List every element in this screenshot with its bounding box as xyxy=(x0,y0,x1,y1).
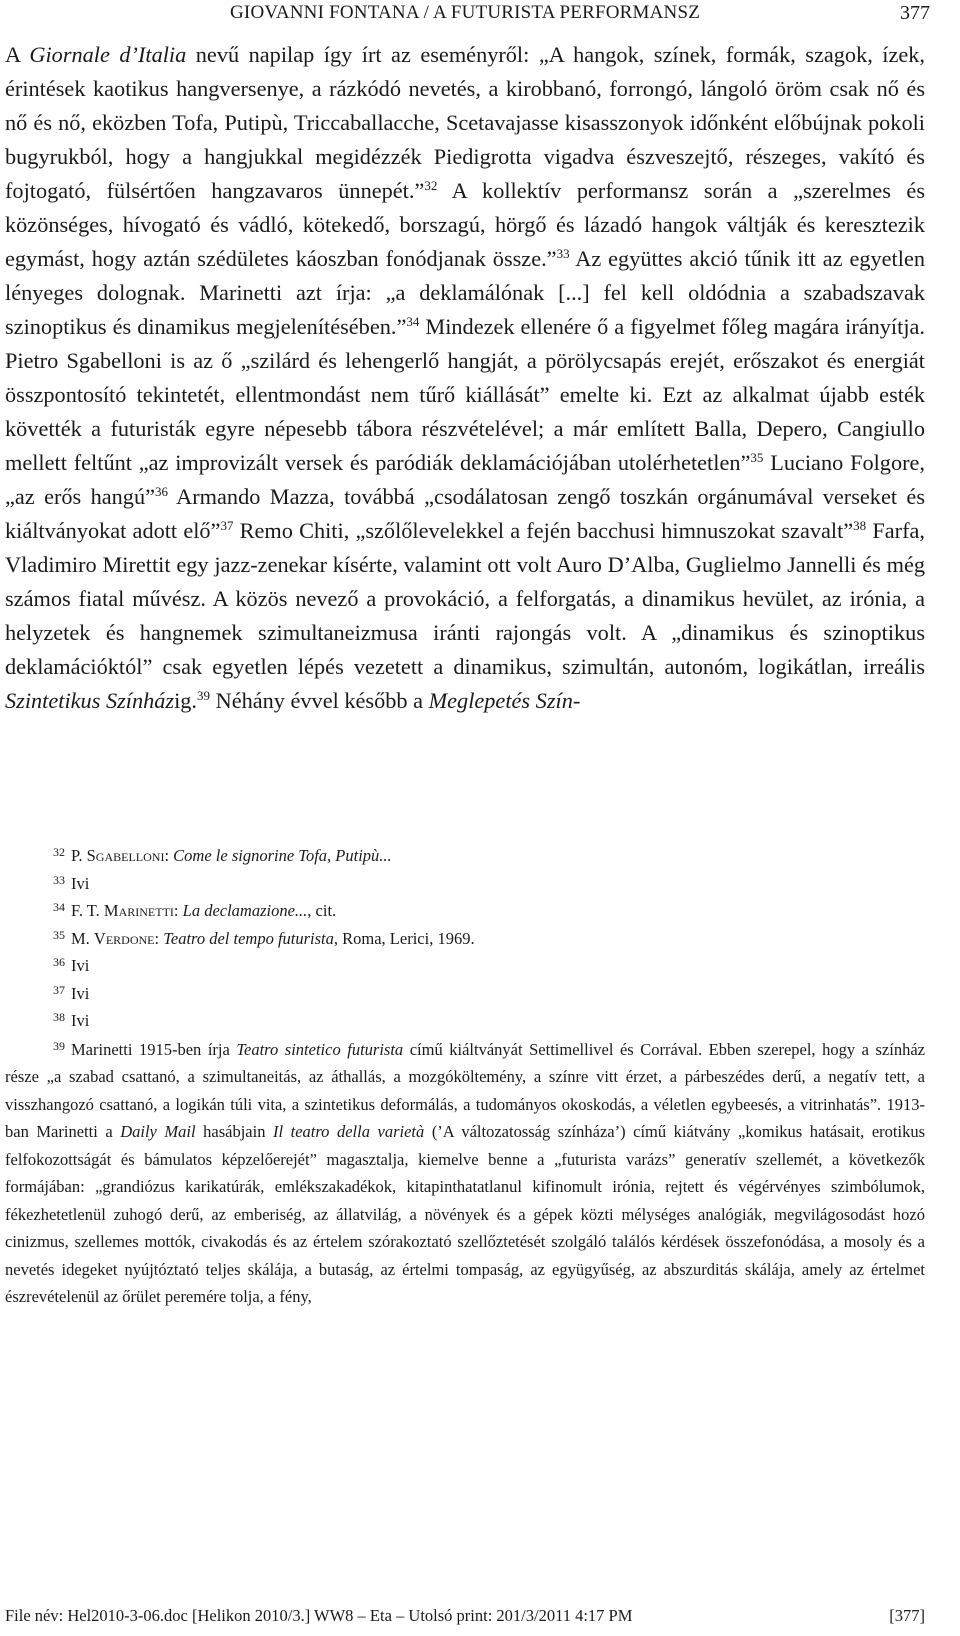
footnote-ref-37: 37 xyxy=(220,518,234,533)
work-title-italic: Szintetikus Színház xyxy=(5,688,175,713)
footer-file-info: File név: Hel2010-3-06.doc [Helikon 2010/3.] WW8 – Eta – Utolsó print: 201/3/2011 4:17 PM xyxy=(5,1606,633,1625)
footnote-34: $^{34}$ F. T. Marinetti: La declamazione..., cit. xyxy=(53,900,337,920)
footnote-39: $^{39}$ Marinetti 1915-ben írja Teatro sintetico futurista című kiáltványát Settimellivel és Corrával. Ebben szerepel, hogy a színház része „a szabad csattanó, a szimultaneitás, az áthallás, a mozgóköltemény, a színre vitt érzet, a párbeszédes derű, a negatív tett, a visszhangozó csattanó, a logikán túli vita, a szintetikus deformálás, a tudományos okoskodás, a véletlen egybeesés, a vitrinhatás”. 1913-ban Marinetti a Daily Mail hasábjain Il teatro della varietà (’A változatosság színháza’) című kiátvány „komikus hatásait, erotikus felfokozottságát és bámulatos képzelőerejét” magasztalja, kiemelve benne a „futurista varázs” generatív szellemét, a következők formájában: „grandiózus karikatúrák, emlékszakadékok, kitapinthatatlanul kifinomult irónia, rejtett és végérvényes szimbólumok, fékezhetetlenül zuhogó derű, az emberiség, az állatvilág, a növények és a gépek közti mélységes analógiák, megvilágosodást hozó cinizmus, szellemes mottók, civakodás és az értelem szórakoztató szellőztetését szolgáló találós kérdések összefonódása, a mosoly és a nevetés idegeket nyújtóztató teljes skálája, a butaság, az értelmi tompaság, az együgyűség, az abszurditás skálája, amely az értelmet észrevételenül az őrület peremére tolja, a fény, xyxy=(5,1038,925,1306)
page-footer xyxy=(5,1606,925,1630)
footnote-36: $^{36}$ Ivi xyxy=(53,955,90,975)
footnote-35: $^{35}$ M. Verdone: Teatro del tempo futurista, Roma, Lerici, 1969. xyxy=(53,927,475,948)
footnote-ref-32: 32 xyxy=(424,178,438,193)
main-paragraph: A Giornale d’Italia nevű napilap így írt az eseményről: „A hangok, színek, formák, szagok, ízek, érintések kaotikus hangversenye, a rázkódó nevetés, a kirobbanó, forrongó, lángoló öröm csak nő és nő és nő, eközben Tofa, Putipù, Triccaballacche, Scetavajasse kisasszonyok időnként előbújnak pokoli bugyrukból, hogy a hangjukkal megidézzék Piedigrotta vigadva észveszejtő, részeges, vakító és fojtogató, fülsértően hangzavaros ünnepét.”$^{32}$ A kollektív performansz során a „szerelmes és közönséges, hívogató és vádló, kötekedő, borszagú, hörgő és lázadó hangok váltják és keresztezik egymást, hogy aztán szédületes káoszban fonódjanak össze.”$^{33}$ Az együttes akció tűnik itt az egyetlen lényeges dolognak. Marinetti azt írja: „a deklamálónak [...] fel kell oldódnia a szabadszavak szinoptikus és dinamikus megjelenítésében.”$^{34}$ Mindezek ellenére ő a figyelmet főleg magára irányítja. Pietro Sgabelloni is az ő „szilárd és lehengerlő hangját, a pörölycsapás erejét, erőszakot és energiát összpontosító tekintetét, ellentmondást nem tűrő kiállását” emelte ki. Ezt az alkalmat újabb esték követték a futuristák egyre népesebb tábora részvételével; a már említett Balla, Depero, Cangiullo mellett feltűnt „az improvizált versek és paródiák deklamációjában utolérhetetlen”$^{35}$ Luciano Folgore, „az erős hangú”$^{36}$ Armando Mazza, továbbá „csodálatosan zengő toszkán orgánumával verseket és kiáltványokat adott elő”$^{37}$ Remo Chiti, „szőlőlevelekkel a fején bacchusi himnuszokat szavalt”$^{38}$ Farfa, Vladimiro Mirettit egy jazz-zenekar kísérte, valamint ott volt Auro D’Alba, Guglielmo Jannelli és még számos fiatal művész. A közös nevező a provokáció, a felforgatás, a dinamikus hevület, az irónia, a helyzetek és hangnemek szimultaneizmusa iránti rajongás volt. A „dinamikus és szinoptikus deklamációktól” csak egyetlen lépés vezetett a dinamikus, szimultán, autonóm, logikátlan, irreális Szintetikus Színházig.$^{39}$ Néhány évvel később a Meglepetés Szín- xyxy=(5,42,926,713)
footnote-ref-39: 39 xyxy=(197,688,211,703)
footer-page-number: [377] xyxy=(889,1606,925,1625)
main-text xyxy=(5,38,925,718)
footnote-ref-36: 36 xyxy=(155,484,168,499)
footnote-ref-35: 35 xyxy=(750,450,764,465)
footnote-ref-38: 38 xyxy=(853,518,867,533)
footnote-33: $^{33}$ Ivi xyxy=(53,872,90,893)
periodical-title: Giornale d’Italia xyxy=(29,42,187,67)
running-head: GIOVANNI FONTANA / A FUTURISTA PERFORMANSZ xyxy=(230,2,701,23)
work-title-italic: Meglepetés Szín- xyxy=(428,688,581,713)
footnote-32: $^{32}$ P. Sgabelloni: Come le signorine Tofa, Putipù... xyxy=(53,845,392,865)
footnote-37: $^{37}$ Ivi xyxy=(53,982,90,1003)
footnote-ref-34: 34 xyxy=(406,314,420,329)
page-number: 377 xyxy=(900,2,930,24)
footnote-38: $^{38}$ Ivi xyxy=(53,1010,90,1030)
page-header xyxy=(230,2,930,28)
footnote-ref-33: 33 xyxy=(556,246,570,261)
footnotes xyxy=(5,842,925,1311)
